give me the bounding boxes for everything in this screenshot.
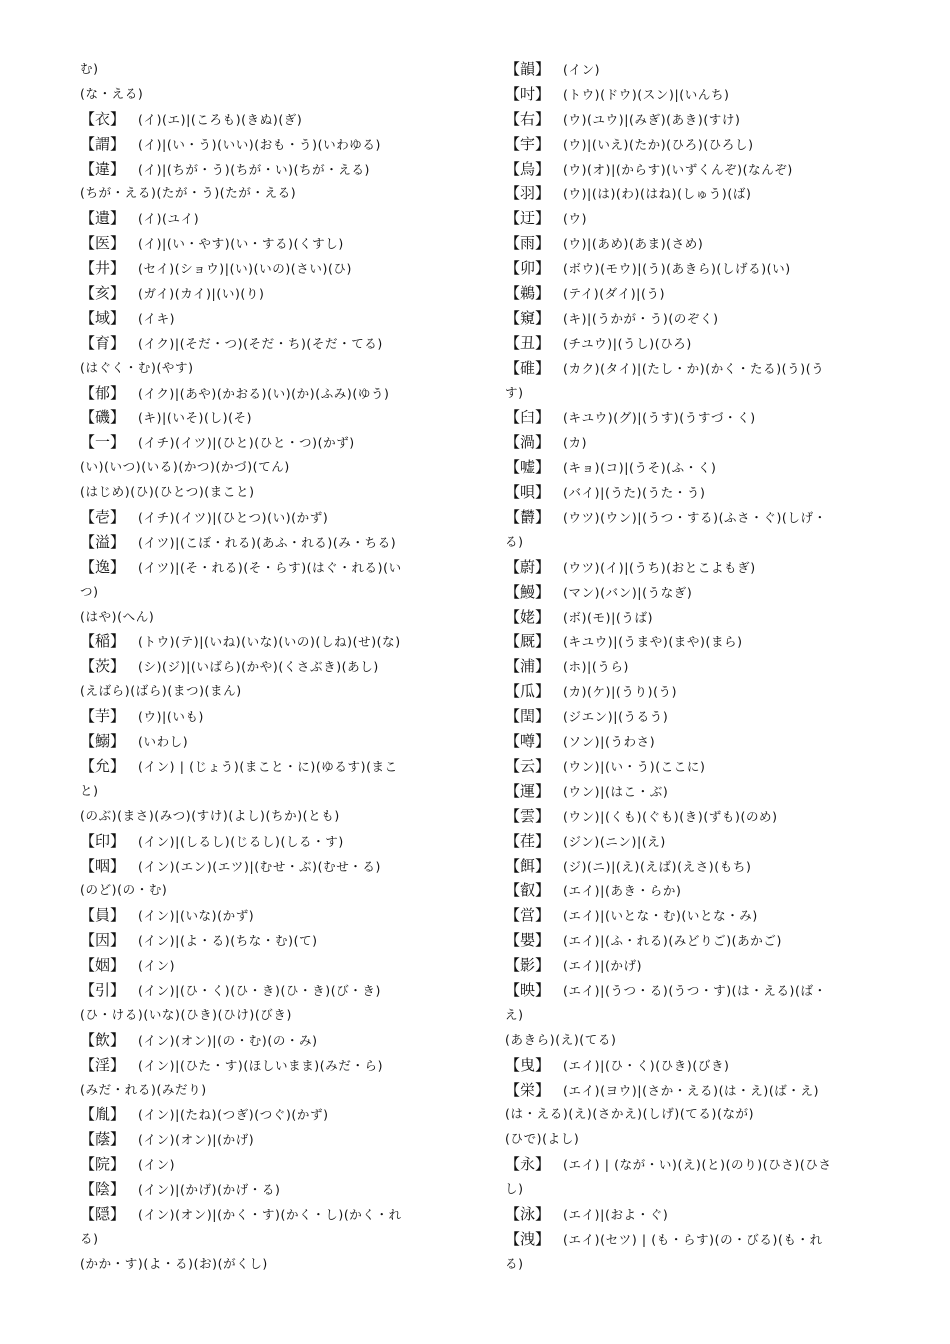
kanji-entry bbox=[80, 132, 475, 157]
kanji-entry bbox=[80, 206, 475, 231]
kanji-readings: (な・える) bbox=[80, 85, 144, 101]
kanji-readings: (ホ)|(うら) bbox=[563, 659, 630, 675]
kanji-headword: 【卯】 bbox=[505, 259, 551, 278]
kanji-readings: (ジエン)|(うるう) bbox=[563, 709, 669, 725]
kanji-readings: (イク)|(そだ・つ)(そだ・ち)(そだ・てる) bbox=[138, 335, 383, 351]
kanji-readings: る) bbox=[80, 1230, 99, 1246]
kanji-entry bbox=[80, 157, 475, 182]
kanji-headword: 【謂】 bbox=[80, 134, 126, 153]
kanji-readings: つ) bbox=[80, 583, 99, 599]
kanji-entry bbox=[80, 1053, 475, 1078]
entry-continuation bbox=[80, 455, 475, 480]
kanji-readings: (イン)(エン)(エツ)|(むせ・ぶ)(むせ・る) bbox=[138, 858, 381, 874]
entry-continuation bbox=[80, 1227, 475, 1252]
kanji-headword: 【鰻】 bbox=[505, 582, 551, 601]
kanji-readings: (ジ)(ニ)|(え)(えば)(えさ)(もち) bbox=[563, 858, 752, 874]
kanji-readings: (いわし) bbox=[138, 734, 189, 750]
entry-continuation bbox=[505, 1127, 900, 1152]
kanji-readings: (エイ)(ヨウ)|(さか・える)(は・え)(ば・え) bbox=[563, 1082, 820, 1098]
kanji-readings: (ウ)|(あめ)(あま)(さめ) bbox=[563, 236, 704, 252]
kanji-headword: 【映】 bbox=[505, 980, 551, 999]
kanji-readings: (エイ)|(あき・らか) bbox=[563, 883, 682, 899]
entry-continuation bbox=[505, 1102, 900, 1127]
kanji-entry bbox=[80, 331, 475, 356]
kanji-headword: 【泳】 bbox=[505, 1204, 551, 1223]
entry-continuation bbox=[80, 804, 475, 829]
kanji-readings: (はや)(へん) bbox=[80, 608, 155, 624]
kanji-entry bbox=[505, 231, 900, 256]
kanji-readings: (キョ)(コ)|(うそ)(ふ・く) bbox=[563, 460, 717, 476]
kanji-readings: (チユウ)|(うし)(ひろ) bbox=[563, 335, 692, 351]
kanji-readings: (エイ) | (なが・い)(え)(と)(のり)(ひさ)(ひさ bbox=[563, 1157, 832, 1173]
kanji-readings: (イツ)|(そ・れる)(そ・らす)(はぐ・れる)(い bbox=[138, 559, 402, 575]
kanji-readings: (ボ)(モ)|(うば) bbox=[563, 609, 654, 625]
kanji-headword: 【溢】 bbox=[80, 532, 126, 551]
kanji-entry bbox=[505, 157, 900, 182]
kanji-readings: (イ)|(い・う)(いい)(おも・う)(いわゆる) bbox=[138, 136, 381, 152]
kanji-readings: (テイ)(ダイ)|(う) bbox=[563, 286, 666, 302]
kanji-headword: 【碓】 bbox=[505, 358, 551, 377]
kanji-headword: 【鵜】 bbox=[505, 284, 551, 303]
kanji-entry bbox=[505, 804, 900, 829]
kanji-headword: 【噂】 bbox=[505, 732, 551, 751]
kanji-entry bbox=[505, 331, 900, 356]
entry-continuation bbox=[80, 356, 475, 381]
kanji-headword: 【隠】 bbox=[80, 1204, 126, 1223]
kanji-headword: 【曳】 bbox=[505, 1055, 551, 1074]
kanji-entry bbox=[80, 1028, 475, 1053]
kanji-readings: (はじめ)(ひ)(ひとつ)(まこと) bbox=[80, 484, 255, 500]
kanji-readings: (イン)|(ひ・く)(ひ・き)(ひ・き)(び・き) bbox=[138, 982, 381, 998]
entry-continuation bbox=[80, 1252, 475, 1277]
kanji-readings: (キユウ)(グ)|(うす)(うすづ・く) bbox=[563, 410, 756, 426]
kanji-readings: し) bbox=[505, 1181, 524, 1197]
kanji-readings: (エイ)|(いとな・む)(いとな・み) bbox=[563, 908, 758, 924]
kanji-readings: (カ)(ケ)|(うり)(う) bbox=[563, 684, 678, 700]
kanji-headword: 【胤】 bbox=[80, 1105, 126, 1124]
entry-continuation bbox=[505, 530, 900, 555]
kanji-headword: 【域】 bbox=[80, 308, 126, 327]
kanji-entry bbox=[80, 903, 475, 928]
kanji-readings: (のぶ)(まさ)(みつ)(すけ)(よし)(ちか)(とも) bbox=[80, 807, 340, 823]
kanji-entry bbox=[80, 405, 475, 430]
kanji-readings: え) bbox=[505, 1006, 524, 1022]
kanji-headword: 【違】 bbox=[80, 159, 126, 178]
kanji-entry bbox=[505, 1227, 900, 1252]
kanji-headword: 【芋】 bbox=[80, 707, 126, 726]
kanji-readings: (イン) bbox=[138, 1157, 176, 1173]
kanji-readings: (エイ)(セツ) | (も・らす)(の・びる)(も・れ bbox=[563, 1231, 823, 1247]
kanji-readings: (みだ・れる)(みだり) bbox=[80, 1081, 207, 1097]
kanji-headword: 【丑】 bbox=[505, 333, 551, 352]
kanji-headword: 【磯】 bbox=[80, 408, 126, 427]
kanji-headword: 【厩】 bbox=[505, 632, 551, 651]
kanji-readings: (イ)(エ)|(ころも)(きぬ)(ぎ) bbox=[138, 111, 303, 127]
entry-continuation bbox=[80, 679, 475, 704]
kanji-entry bbox=[505, 356, 900, 381]
kanji-headword: 【飲】 bbox=[80, 1030, 126, 1049]
kanji-readings: (イツ)|(こぼ・れる)(あふ・れる)(み・ちる) bbox=[138, 534, 397, 550]
kanji-entry bbox=[80, 1152, 475, 1177]
kanji-entry bbox=[505, 829, 900, 854]
kanji-entry bbox=[80, 281, 475, 306]
kanji-headword: 【院】 bbox=[80, 1155, 126, 1174]
kanji-entry bbox=[505, 729, 900, 754]
kanji-headword: 【運】 bbox=[505, 781, 551, 800]
kanji-entry bbox=[505, 405, 900, 430]
kanji-headword: 【臼】 bbox=[505, 408, 551, 427]
kanji-entry bbox=[505, 132, 900, 157]
kanji-headword: 【鰯】 bbox=[80, 732, 126, 751]
kanji-readings: む) bbox=[80, 61, 99, 76]
kanji-headword: 【浦】 bbox=[505, 657, 551, 676]
kanji-entry bbox=[80, 704, 475, 729]
kanji-readings: (イン)(オン)|(かげ) bbox=[138, 1132, 255, 1148]
kanji-entry bbox=[505, 903, 900, 928]
right-column bbox=[505, 57, 900, 1277]
kanji-readings: (キ)|(うかが・う)(のぞく) bbox=[563, 310, 719, 326]
kanji-headword: 【遺】 bbox=[80, 209, 126, 228]
kanji-readings: (ひで)(よし) bbox=[505, 1131, 580, 1147]
kanji-entry bbox=[80, 754, 475, 779]
kanji-headword: 【一】 bbox=[80, 433, 126, 452]
kanji-readings: (ウ) bbox=[563, 211, 588, 227]
kanji-readings: (ウ)|(いえ)(たか)(ひろ)(ひろし) bbox=[563, 136, 754, 152]
kanji-readings: (ちが・える)(たが・う)(たが・える) bbox=[80, 185, 297, 201]
kanji-entry bbox=[505, 181, 900, 206]
kanji-readings: (えばら)(ばら)(まつ)(まん) bbox=[80, 683, 242, 699]
kanji-headword: 【雨】 bbox=[505, 234, 551, 253]
kanji-entry bbox=[80, 107, 475, 132]
kanji-entry bbox=[80, 1102, 475, 1127]
kanji-headword: 【嘘】 bbox=[505, 458, 551, 477]
kanji-headword: 【窺】 bbox=[505, 308, 551, 327]
kanji-entry bbox=[505, 455, 900, 480]
kanji-entry bbox=[505, 953, 900, 978]
entry-continuation bbox=[80, 878, 475, 903]
entry-continuation bbox=[80, 779, 475, 804]
kanji-entry bbox=[505, 306, 900, 331]
kanji-entry bbox=[505, 256, 900, 281]
kanji-readings: (ウン)|(い・う)(ここに) bbox=[563, 758, 706, 774]
kanji-readings: (イン) bbox=[138, 958, 176, 974]
kanji-entry bbox=[80, 1127, 475, 1152]
left-column bbox=[80, 57, 475, 1277]
kanji-readings: (イチ)(イツ)|(ひとつ)(い)(かず) bbox=[138, 510, 329, 526]
kanji-readings: (キユウ)|(うまや)(まや)(まら) bbox=[563, 634, 743, 650]
kanji-readings: る) bbox=[505, 1255, 524, 1271]
kanji-entry bbox=[80, 978, 475, 1003]
kanji-entry bbox=[505, 82, 900, 107]
kanji-entry bbox=[80, 430, 475, 455]
kanji-readings: (キ)|(いそ)(し)(そ) bbox=[138, 410, 253, 426]
kanji-headword: 【荏】 bbox=[505, 831, 551, 850]
kanji-readings: (ウン)|(くも)(ぐも)(き)(ずも)(のめ) bbox=[563, 808, 778, 824]
kanji-entry bbox=[505, 1202, 900, 1227]
kanji-readings: (ウツ)(イ)|(うち)(おとこよもぎ) bbox=[563, 559, 756, 575]
kanji-entry bbox=[505, 978, 900, 1003]
kanji-readings: (のど)(の・む) bbox=[80, 882, 168, 898]
entry-continuation bbox=[80, 580, 475, 605]
kanji-headword: 【云】 bbox=[505, 756, 551, 775]
kanji-entry bbox=[80, 729, 475, 754]
kanji-headword: 【引】 bbox=[80, 980, 126, 999]
kanji-entry bbox=[80, 381, 475, 406]
kanji-headword: 【姥】 bbox=[505, 607, 551, 626]
entry-continuation bbox=[505, 1028, 900, 1053]
entry-continuation bbox=[80, 82, 475, 107]
kanji-headword: 【閏】 bbox=[505, 707, 551, 726]
kanji-entry bbox=[80, 530, 475, 555]
kanji-headword: 【陰】 bbox=[80, 1180, 126, 1199]
kanji-readings: (は・える)(え)(さかえ)(しげ)(てる)(なが) bbox=[505, 1106, 755, 1122]
kanji-entry bbox=[80, 928, 475, 953]
kanji-headword: 【井】 bbox=[80, 259, 126, 278]
kanji-readings: (イ)|(ちが・う)(ちが・い)(ちが・える) bbox=[138, 161, 371, 177]
kanji-headword: 【咽】 bbox=[80, 856, 126, 875]
kanji-entry bbox=[80, 953, 475, 978]
kanji-entry bbox=[80, 1177, 475, 1202]
kanji-entry bbox=[505, 779, 900, 804]
kanji-readings: る) bbox=[505, 533, 524, 549]
kanji-headword: 【渦】 bbox=[505, 433, 551, 452]
entry-continuation bbox=[505, 1252, 900, 1277]
kanji-readings: (ウ)|(は)(わ)(はね)(しゅう)(ば) bbox=[563, 186, 752, 202]
kanji-readings: (ジン)(ニン)|(え) bbox=[563, 833, 666, 849]
kanji-readings: す) bbox=[505, 384, 524, 400]
kanji-readings: (ウツ)(ウン)|(うつ・する)(ふさ・ぐ)(しげ・ bbox=[563, 510, 827, 526]
kanji-readings: (トウ)(ドウ)(スン)|(いんち) bbox=[563, 86, 730, 102]
kanji-headword: 【嬰】 bbox=[505, 931, 551, 950]
kanji-readings: (はぐく・む)(やす) bbox=[80, 359, 194, 375]
kanji-readings: (イン)|(しるし)(じるし)(しる・す) bbox=[138, 833, 344, 849]
kanji-entry bbox=[505, 629, 900, 654]
kanji-headword: 【蔚】 bbox=[505, 557, 551, 576]
kanji-headword: 【羽】 bbox=[505, 184, 551, 203]
kanji-headword: 【員】 bbox=[80, 906, 126, 925]
kanji-entry bbox=[505, 580, 900, 605]
kanji-readings: (イ)|(い・やす)(い・する)(くすし) bbox=[138, 236, 344, 252]
kanji-headword: 【影】 bbox=[505, 956, 551, 975]
kanji-headword: 【淫】 bbox=[80, 1055, 126, 1074]
kanji-headword: 【蔭】 bbox=[80, 1130, 126, 1149]
kanji-readings: (エイ)|(かげ) bbox=[563, 958, 643, 974]
kanji-readings: (バイ)|(うた)(うた・う) bbox=[563, 485, 706, 501]
kanji-readings: (ひ・ける)(いな)(ひき)(ひけ)(びき) bbox=[80, 1006, 292, 1022]
kanji-headword: 【姻】 bbox=[80, 956, 126, 975]
kanji-entry bbox=[505, 480, 900, 505]
kanji-entry bbox=[505, 754, 900, 779]
kanji-headword: 【瓜】 bbox=[505, 682, 551, 701]
kanji-headword: 【因】 bbox=[80, 931, 126, 950]
kanji-readings: (イン)|(よ・る)(ちな・む)(て) bbox=[138, 933, 318, 949]
kanji-entry bbox=[80, 505, 475, 530]
kanji-headword: 【叡】 bbox=[505, 881, 551, 900]
kanji-readings: (イン) | (じょう)(まこと・に)(ゆるす)(まこ bbox=[138, 758, 398, 774]
entry-continuation bbox=[80, 1078, 475, 1103]
kanji-entry bbox=[80, 555, 475, 580]
kanji-entry bbox=[505, 1152, 900, 1177]
kanji-readings: (イン)|(かげ)(かげ・る) bbox=[138, 1182, 281, 1198]
kanji-entry bbox=[80, 854, 475, 879]
kanji-readings: (イン)|(たね)(つぎ)(つぐ)(かず) bbox=[138, 1107, 329, 1123]
kanji-headword: 【迂】 bbox=[505, 209, 551, 228]
kanji-readings: (イン) bbox=[563, 62, 601, 77]
kanji-entry bbox=[505, 555, 900, 580]
kanji-readings: (ウ)(ユウ)|(みぎ)(あき)(すけ) bbox=[563, 111, 741, 127]
kanji-readings: (イチ)(イツ)|(ひと)(ひと・つ)(かず) bbox=[138, 435, 355, 451]
kanji-readings: (カ) bbox=[563, 435, 588, 451]
kanji-readings: (エイ)|(うつ・る)(うつ・す)(は・える)(ば・ bbox=[563, 982, 827, 998]
kanji-headword: 【郁】 bbox=[80, 383, 126, 402]
kanji-entry bbox=[505, 57, 900, 82]
kanji-readings: (い)(いつ)(いる)(かつ)(かづ)(てん) bbox=[80, 459, 290, 475]
kanji-entry bbox=[505, 878, 900, 903]
kanji-readings: (ウ)(オ)|(からす)(いずくんぞ)(なんぞ) bbox=[563, 161, 793, 177]
kanji-entry bbox=[80, 231, 475, 256]
kanji-readings: (あきら)(え)(てる) bbox=[505, 1031, 617, 1047]
kanji-readings: (イン)|(いな)(かず) bbox=[138, 908, 255, 924]
kanji-entry bbox=[505, 704, 900, 729]
kanji-readings: (セイ)(ショウ)|(い)(いの)(さい)(ひ) bbox=[138, 261, 353, 277]
kanji-readings: (イン)(オン)|(かく・す)(かく・し)(かく・れ bbox=[138, 1206, 402, 1222]
kanji-headword: 【稲】 bbox=[80, 632, 126, 651]
kanji-readings: (ウン)|(はこ・ぶ) bbox=[563, 783, 669, 799]
kanji-entry bbox=[505, 206, 900, 231]
kanji-headword: 【宇】 bbox=[505, 134, 551, 153]
kanji-readings: (エイ)|(ひ・く)(ひき)(びき) bbox=[563, 1057, 730, 1073]
kanji-headword: 【永】 bbox=[505, 1155, 551, 1174]
kanji-readings: (イン)(オン)|(の・む)(の・み) bbox=[138, 1032, 318, 1048]
kanji-readings: (ソン)|(うわさ) bbox=[563, 734, 656, 750]
kanji-headword: 【雲】 bbox=[505, 806, 551, 825]
kanji-headword: 【栄】 bbox=[505, 1080, 551, 1099]
kanji-readings: (トウ)(テ)|(いね)(いな)(いの)(しね)(せ)(な) bbox=[138, 634, 401, 650]
kanji-headword: 【右】 bbox=[505, 109, 551, 128]
entry-continuation bbox=[505, 381, 900, 406]
kanji-headword: 【茨】 bbox=[80, 657, 126, 676]
kanji-headword: 【壱】 bbox=[80, 508, 126, 527]
kanji-entry bbox=[505, 505, 900, 530]
kanji-readings: (イキ) bbox=[138, 310, 176, 326]
entry-continuation bbox=[505, 1177, 900, 1202]
kanji-entry bbox=[505, 281, 900, 306]
kanji-headword: 【餌】 bbox=[505, 856, 551, 875]
kanji-headword: 【亥】 bbox=[80, 284, 126, 303]
kanji-readings: (イン)|(ひた・す)(ほしいまま)(みだ・ら) bbox=[138, 1057, 384, 1073]
entry-continuation bbox=[80, 480, 475, 505]
kanji-entry bbox=[80, 629, 475, 654]
kanji-entry bbox=[80, 829, 475, 854]
kanji-entry bbox=[505, 854, 900, 879]
entry-continuation bbox=[505, 1003, 900, 1028]
kanji-entry bbox=[80, 1202, 475, 1227]
kanji-headword: 【営】 bbox=[505, 906, 551, 925]
kanji-headword: 【医】 bbox=[80, 234, 126, 253]
kanji-entry bbox=[505, 1053, 900, 1078]
kanji-entry bbox=[505, 654, 900, 679]
entry-continuation bbox=[80, 605, 475, 630]
kanji-headword: 【逸】 bbox=[80, 557, 126, 576]
kanji-headword: 【育】 bbox=[80, 333, 126, 352]
kanji-headword: 【洩】 bbox=[505, 1229, 551, 1248]
kanji-headword: 【衣】 bbox=[80, 109, 126, 128]
kanji-readings: (エイ)|(およ・ぐ) bbox=[563, 1206, 669, 1222]
kanji-readings: (マン)(バン)|(うなぎ) bbox=[563, 584, 693, 600]
entry-continuation bbox=[80, 1003, 475, 1028]
kanji-headword: 【唄】 bbox=[505, 483, 551, 502]
kanji-readings: (ガイ)(カイ)|(い)(り) bbox=[138, 286, 265, 302]
kanji-headword: 【韻】 bbox=[505, 60, 551, 78]
kanji-entry bbox=[505, 928, 900, 953]
kanji-readings: (イ)(ユイ) bbox=[138, 211, 200, 227]
kanji-readings: (ボウ)(モウ)|(う)(あきら)(しげる)(い) bbox=[563, 261, 791, 277]
entry-continuation bbox=[80, 181, 475, 206]
kanji-entry bbox=[505, 430, 900, 455]
kanji-readings: と) bbox=[80, 782, 99, 798]
kanji-readings: (エイ)|(ふ・れる)(みどりご)(あかご) bbox=[563, 933, 782, 949]
kanji-headword: 【吋】 bbox=[505, 84, 551, 103]
kanji-readings: (シ)(ジ)|(いばら)(かや)(くさぶき)(あし) bbox=[138, 659, 379, 675]
kanji-readings: (かか・す)(よ・る)(お)(がくし) bbox=[80, 1255, 268, 1271]
kanji-readings: (イク)|(あや)(かおる)(い)(か)(ふみ)(ゆう) bbox=[138, 385, 390, 401]
kanji-headword: 【欝】 bbox=[505, 508, 551, 527]
kanji-entry bbox=[80, 306, 475, 331]
kanji-headword: 【允】 bbox=[80, 756, 126, 775]
kanji-entry bbox=[505, 605, 900, 630]
kanji-entry bbox=[80, 256, 475, 281]
kanji-readings: (ウ)|(いも) bbox=[138, 709, 205, 725]
kanji-readings: (カク)(タイ)|(たし・か)(かく・たる)(う)(う bbox=[563, 360, 825, 376]
kanji-headword: 【烏】 bbox=[505, 159, 551, 178]
kanji-entry bbox=[505, 107, 900, 132]
kanji-entry bbox=[505, 1078, 900, 1103]
kanji-entry bbox=[505, 679, 900, 704]
kanji-headword: 【印】 bbox=[80, 831, 126, 850]
entry-continuation bbox=[80, 57, 475, 82]
kanji-entry bbox=[80, 654, 475, 679]
